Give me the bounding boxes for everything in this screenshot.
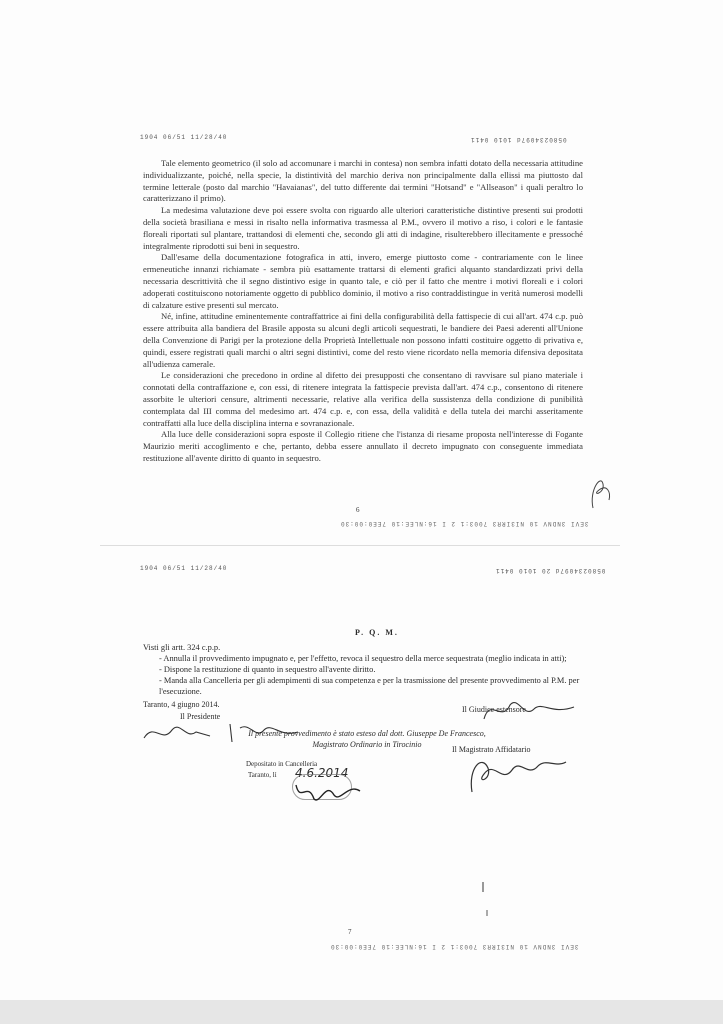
place-date: Taranto, 4 giugno 2014.	[143, 700, 220, 709]
initials-signature-icon	[585, 470, 615, 510]
page-number-6: 6	[356, 506, 360, 514]
deposito-place: Taranto, lì	[248, 771, 277, 779]
fax-header-page6-right: 0580234097d 1010 0411	[470, 136, 567, 143]
list-item: - Annulla il provvedimento impugnato e, per l'effetto, revoca il sequestro della merce sequestrata (meglio indicata in atti);	[159, 654, 567, 663]
paragraph: La medesima valutazione deve poi essere svolta con riguardo alle ulteriori caratteristiche distintive presenti sui prodotti della società brasiliana e messi in risalto nella informativa trasmessa al P.M., ovvero il motivo a riso, i colori e le fantasie floreali riportati sul plantare, trattandosi di elementi che, secondo gli atti di indagine, risulterebbero illecitamente e pressoché integralmente riprodotti sui beni in sequestro.	[143, 205, 583, 251]
paragraph: Dall'esame della documentazione fotografica in atti, invero, emerge piuttosto come - contrariamente con le linee ermeneutiche innanzi richiamate - sembra più esattamente trattarsi di elementi grafici alquanto standardizzati privi della necessaria descrittività che il segno distintivo esige in quanto tale, e ciò per il fatto che mentre i motivi floreali e i colori adoperati costituiscono notoriamente oggetto di pubblico dominio, il motivo a riso contraddistingue in verità numerosi modelli di calzature estive presenti sul mercato.	[143, 252, 583, 310]
giudice-label: Il Giudice estensore	[462, 705, 526, 714]
list-item: - Manda alla Cancelleria per gli adempimenti di sua competenza e per la trasmissione del presente provvedimento al P.M. per l'esecuzione.	[159, 676, 580, 696]
scan-mark	[486, 910, 488, 916]
dispositivo-list	[143, 642, 583, 697]
paragraph: Le considerazioni che precedono in ordine al difetto dei presupposti che consentano di ravvisare sul piano materiale i connotati della contraffazione e, con essi, di ritenere integrata la fattispecie prevista dall'art. 474 c.p., consentono di ritenere assorbite le ulteriori censure, altrimenti necessarie, relative alla verifica della sussistenza della condizione di punibilità contemplata dal III comma del medesimo art. 474 c.p. e, con essa, della validità e della tutela dei marchi asseritamente contraffatti alla luce della disciplina interna e sovranazionale.	[143, 370, 583, 428]
scan-mark	[482, 882, 484, 892]
deposito-date: 4.6.2014	[295, 766, 349, 780]
pqm-heading: P. Q. M.	[355, 628, 399, 637]
fax-footer-page7: 3EVI 3NDNV 10 NI3IRR3 7003:1 2 I 16:NLEE:10 7EE0:00:30	[330, 943, 579, 950]
cancelliere-signature-icon	[290, 775, 370, 807]
fax-header-left: 1904 06/51 11/28/40	[140, 134, 228, 141]
list-item: Visti gli artt. 324 c.p.p.	[143, 643, 221, 652]
fax-footer-page6: 3EVI 3NDNV 10 NI3IRR3 7003:1 2 I 16:NLEE:10 7EE0:00:30	[340, 520, 589, 527]
page-divider	[100, 545, 620, 546]
page6-body	[143, 158, 583, 465]
magistrato-signature-icon	[462, 748, 572, 798]
deposito-label: Depositato in Cancelleria	[246, 760, 318, 768]
paragraph: Alla luce delle considerazioni sopra esposte il Collegio ritiene che l'istanza di riesame proposta nell'interesse di Fogante Maurizio meriti accoglimento e che, pertanto, debba essere annullato il decreto impugnato con conseguente immediata restituzione all'avente diritto di quanto in sequestro.	[143, 429, 583, 463]
paragraph: Né, infine, attitudine eminentemente contraffattrice ai fini della configurabilità della fattispecie di cui all'art. 474 c.p. può essere attribuita alla bandiera del Brasile apposta su alcuni degli articoli sequestrati, le bandiere dei Paesi aderenti all'Unione della Convenzione di Parigi per la protezione della Proprietà Intellettuale non possono infatti costituire oggetto di privativa e, quindi, essere registrati quali marchi o altri segni distintivi, come del resto viene ricordato nella memoria difensiva depositata all'udienza camerale.	[143, 311, 583, 369]
paragraph: Tale elemento geometrico (il solo ad accomunare i marchi in contesa) non sembra infatti dotato della necessaria attitudine individualizzante, poiché, nella specie, la distintività del marchio deriva non principalmente dalla ellissi ma piuttosto dal termine letterale (posto dal marchio "Havaianas", del tutto differente dai termini "Hotsand" e "Allseason" i quali peraltro lo caratterizzano il primo).	[143, 158, 583, 204]
giudice-signature-icon	[480, 695, 580, 725]
fax-header-left: 1904 06/51 11/28/40	[140, 565, 228, 572]
scanner-edge	[0, 1000, 723, 1024]
list-item: - Dispone la restituzione di quanto in sequestro all'avente diritto.	[159, 665, 376, 674]
page-number-7: 7	[348, 928, 352, 936]
magistrato-label: Il Magistrato Affidatario	[452, 745, 531, 754]
estensore-note: Il presente provvedimento è stato esteso dal dott. Giuseppe De Francesco, Magistrato Ordinario in Tirocinio	[248, 729, 486, 749]
presidente-label: Il Presidente	[180, 712, 221, 721]
fax-header-page7-right: 0580234097d 20 1010 0411	[495, 567, 606, 574]
